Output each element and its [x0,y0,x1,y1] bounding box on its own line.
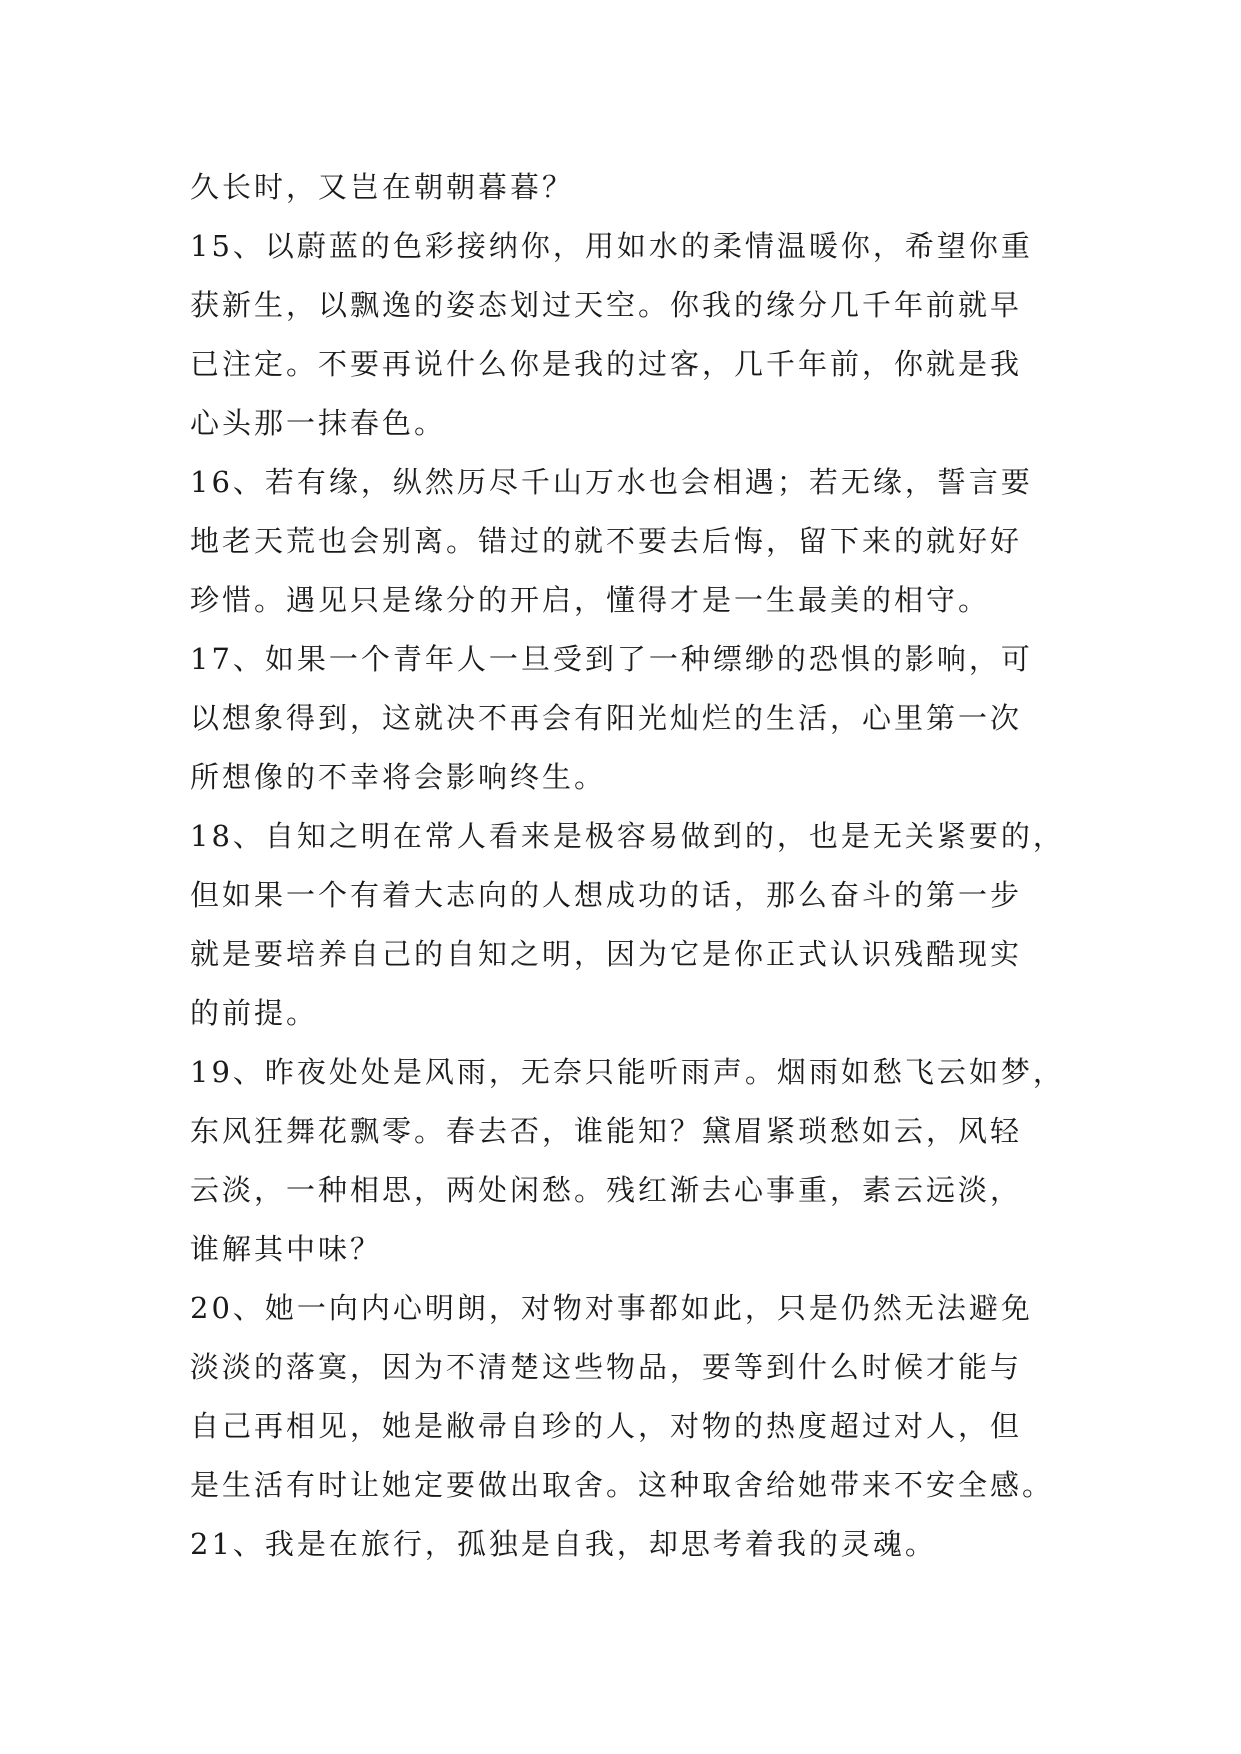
text-line: 云淡，一种相思，两处闲愁。残红渐去心事重，素云远淡， [190,1173,1023,1207]
text-line: 心头那一抹春色。 [190,406,447,440]
text-line: 的前提。 [190,996,319,1030]
text-line: 东风狂舞花飘零。春去否，谁能知？黛眉紧琐愁如云，风轻 [190,1114,1023,1148]
text-line: 谁解其中味？ [190,1232,383,1266]
text-line: 19、昨夜处处是风雨，无奈只能听雨声。烟雨如愁飞云如梦， [190,1055,1065,1089]
text-line: 自己再相见，她是敝帚自珍的人，对物的热度超过对人，但 [190,1409,1023,1443]
document-body [190,158,1070,1574]
text-line: 所想像的不幸将会影响终生。 [190,760,607,794]
text-line: 但如果一个有着大志向的人想成功的话，那么奋斗的第一步 [190,878,1023,912]
text-line: 已注定。不要再说什么你是我的过客，几千年前，你就是我 [190,347,1023,381]
text-line: 17、如果一个青年人一旦受到了一种缥缈的恐惧的影响，可 [190,642,1033,676]
text-line: 是生活有时让她定要做出取舍。这种取舍给她带来不安全感。 [190,1468,1055,1502]
text-line: 20、她一向内心明朗，对物对事都如此，只是仍然无法避免 [190,1291,1033,1325]
text-line: 珍惜。遇见只是缘分的开启，懂得才是一生最美的相守。 [190,583,991,617]
text-line: 就是要培养自己的自知之明，因为它是你正式认识残酷现实 [190,937,1023,971]
text-line: 地老天荒也会别离。错过的就不要去后悔，留下来的就好好 [190,524,1023,558]
text-line: 获新生，以飘逸的姿态划过天空。你我的缘分几千年前就早 [190,288,1023,322]
text-line: 淡淡的落寞，因为不清楚这些物品，要等到什么时候才能与 [190,1350,1023,1384]
text-line: 以想象得到，这就决不再会有阳光灿烂的生活，心里第一次 [190,701,1023,735]
text-line: 久长时，又岂在朝朝暮暮？ [190,170,575,204]
text-line: 16、若有缘，纵然历尽千山万水也会相遇；若无缘，誓言要 [190,465,1033,499]
text-line: 18、自知之明在常人看来是极容易做到的，也是无关紧要的， [190,819,1065,853]
text-line: 15、以蔚蓝的色彩接纳你，用如水的柔情温暖你，希望你重 [190,229,1033,263]
text-line: 21、我是在旅行，孤独是自我，却思考着我的灵魂。 [190,1527,937,1561]
